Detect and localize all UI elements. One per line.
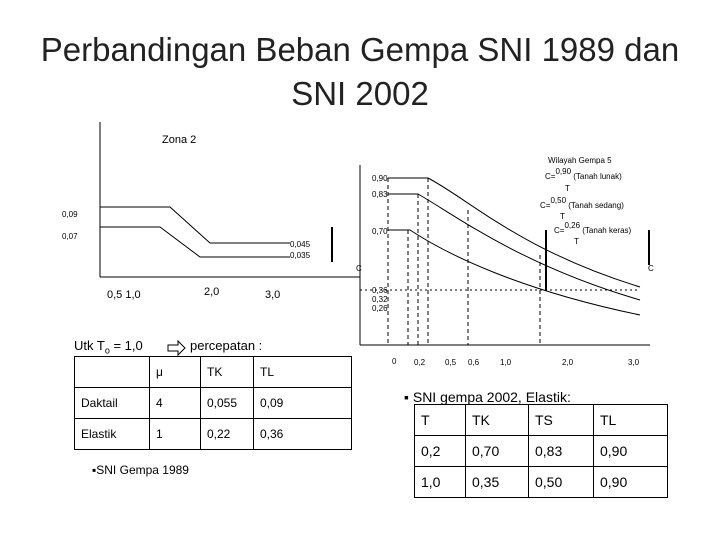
table-cell: 0,70 [466, 436, 529, 467]
right-chart-lines [168, 165, 650, 355]
left-x-label-1: 0,5 1,0 [107, 289, 141, 301]
formula-numerator: 0,26 [564, 221, 581, 230]
formula-prefix: C= [540, 201, 551, 210]
table-sni-2002 [414, 404, 668, 498]
right-y-label-6: 0,26 [372, 304, 388, 313]
right-x-label-5: 2,0 [562, 358, 574, 367]
table-cell: 0,83 [529, 436, 594, 467]
right-y-label-2: 0,83 [372, 190, 388, 199]
utk-suffix: percepatan : [190, 338, 263, 353]
right-x-label-3: 0,6 [468, 358, 480, 367]
table-row [75, 419, 352, 450]
right-x-label-1: 0,2 [414, 358, 426, 367]
table-header-cell: T [415, 405, 466, 436]
formula-soil: (Tanah lunak) [573, 172, 622, 181]
table-cell: 0,22 [201, 419, 254, 450]
table-cell: 4 [150, 388, 201, 419]
utk-subscript: o [104, 345, 110, 356]
right-x-label-4: 1,0 [500, 358, 512, 367]
formula-soil: (Tanah sedang) [568, 201, 624, 210]
right-x-label-6: 3,0 [628, 358, 640, 367]
formula-soil: (Tanah keras) [582, 226, 632, 235]
formula-denominator: T [565, 184, 570, 193]
left-y-label-2: 0,07 [62, 232, 78, 241]
right-y-label-4: 0,36 [372, 286, 388, 295]
caption-sni-2002: ▪ SNI gempa 2002, Elastik: [404, 389, 571, 405]
table-header-row [415, 405, 668, 436]
table-cell: 0,36 [254, 419, 352, 450]
right-x-label-0: 0 [392, 357, 397, 366]
left-y-label-1: 0,09 [62, 210, 78, 219]
table-cell: 0,2 [415, 436, 466, 467]
left-end-label-1: 0,045 [290, 240, 311, 249]
utk-line [74, 338, 143, 356]
table-cell: Elastik [75, 419, 150, 450]
left-x-label-3: 3,0 [265, 289, 281, 301]
table-cell: 1 [150, 419, 201, 450]
table-row [75, 388, 352, 419]
table-cell: 0,055 [201, 388, 254, 419]
table-header-cell: TK [466, 405, 529, 436]
caption-sni-2002-text: SNI gempa 2002, Elastik: [412, 389, 571, 405]
formula-prefix: C= [554, 226, 565, 235]
left-chart-lines [100, 122, 360, 277]
slide-title-line-1: Perbandingan Beban Gempa SNI 1989 dan [40, 31, 680, 68]
table-cell: 0,50 [529, 467, 594, 498]
table-cell: 0,90 [594, 436, 668, 467]
table-row [415, 467, 668, 498]
right-y-label-5: 0,32 [372, 295, 388, 304]
caption-sni-1989-text: SNI Gempa 1989 [96, 463, 189, 477]
left-zone-label: Zona 2 [162, 134, 197, 146]
left-end-label-2: 0,035 [290, 251, 311, 260]
table-cell: 0,90 [594, 467, 668, 498]
right-y-label-1: 0,90 [372, 174, 388, 183]
table-row [415, 436, 668, 467]
caption-sni-1989: ▪SNI Gempa 1989 [92, 463, 189, 477]
table-header-cell: μ [150, 357, 201, 388]
table-cell: 0,35 [466, 467, 529, 498]
right-x-label-2: 0,5 [445, 358, 457, 367]
slide-title-line-2: SNI 2002 [291, 75, 429, 112]
table-header-cell [75, 357, 150, 388]
formula-numerator: 0,90 [555, 167, 572, 176]
formula-denominator: T [574, 237, 579, 246]
right-c-label-right: C [648, 264, 654, 273]
formula-denominator: T [560, 212, 565, 221]
table-cell: Daktail [75, 388, 150, 419]
table-cell: 1,0 [415, 467, 466, 498]
formula-hard-soil [554, 221, 632, 246]
table-cell: 0,09 [254, 388, 352, 419]
left-x-label-2: 2,0 [204, 286, 220, 298]
formula-soft-soil [545, 167, 622, 193]
table-sni-1989 [74, 356, 352, 450]
table-header-cell: TK [201, 357, 254, 388]
table-header-cell: TL [254, 357, 352, 388]
utk-rest: = 1,0 [109, 338, 143, 353]
formula-medium-soil [540, 196, 624, 221]
formula-prefix: C= [545, 172, 556, 181]
formula-numerator: 0,50 [550, 196, 567, 205]
right-zone-label: Wilayah Gempa 5 [548, 156, 612, 165]
right-c-label-left: C [356, 264, 362, 273]
utk-prefix: Utk T [74, 338, 105, 353]
table-header-row [75, 357, 352, 388]
right-y-label-3: 0,70 [372, 227, 388, 236]
table-header-cell: TL [594, 405, 668, 436]
table-header-cell: TS [529, 405, 594, 436]
